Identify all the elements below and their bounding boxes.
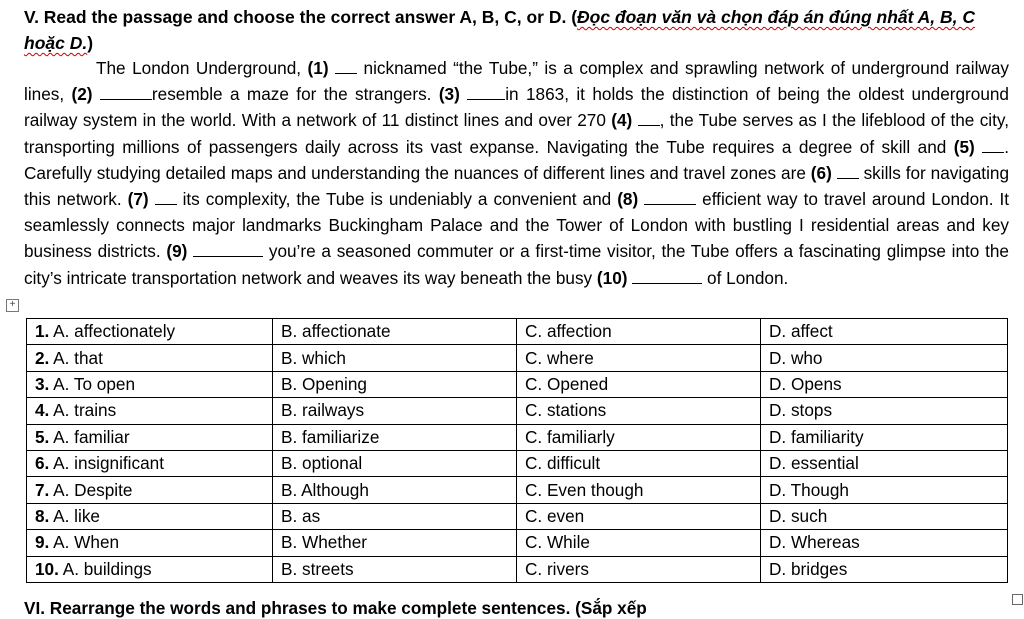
question-number: 2. [35, 347, 50, 368]
question-number: 8. [35, 505, 50, 526]
option-b-cell: B. affectionate [273, 319, 517, 345]
gap-blank-1 [335, 59, 357, 74]
option-d-cell: D. essential [761, 450, 1008, 476]
option-a-cell [27, 371, 273, 397]
gap-number-9: (9) [166, 241, 188, 262]
question-row [27, 477, 1008, 503]
option-d-cell: D. who [761, 345, 1008, 371]
option-c-cell: C. While [517, 530, 761, 556]
gap-blank-4 [638, 111, 660, 126]
gap-number-7: (7) [127, 189, 149, 210]
option-a-cell [27, 477, 273, 503]
option-a: A. To open [53, 373, 136, 394]
option-b-cell: B. railways [273, 398, 517, 424]
option-a-cell [27, 398, 273, 424]
option-c-cell: C. affection [517, 319, 761, 345]
passage-text: resemble a maze for the strangers. [151, 84, 439, 105]
question-row [27, 398, 1008, 424]
passage-paragraph [24, 55, 1009, 291]
passage-text: its complexity, the Tube is undeniably a convenient and [176, 189, 618, 210]
gap-number-1: (1) [307, 58, 329, 78]
heading-instruction: V. Read the passage and choose the correct answer A, B, C, or D. ( [24, 7, 578, 27]
question-number: 10. [35, 558, 59, 579]
question-number: 4. [35, 400, 50, 421]
question-number: 7. [35, 479, 50, 500]
passage-text: skills for navigating this network. [24, 162, 1010, 210]
gap-blank-8 [644, 190, 696, 205]
option-a: A. familiar [53, 426, 130, 447]
gap-number-2: (2) [71, 84, 93, 105]
option-a-cell [27, 424, 273, 450]
gap-number-4: (4) [611, 110, 633, 131]
option-c-cell: C. rivers [517, 556, 761, 582]
question-number: 9. [35, 532, 50, 553]
option-d-cell: D. bridges [761, 556, 1008, 582]
option-c-cell: C. Even though [517, 477, 761, 503]
option-a-cell [27, 556, 273, 582]
option-a-cell [27, 450, 273, 476]
option-d-cell: D. Though [761, 477, 1008, 503]
heading-close-paren: ) [87, 33, 94, 53]
option-a-cell [27, 319, 273, 345]
option-c-cell: C. Opened [517, 371, 761, 397]
passage-text: . Carefully studying detailed maps and understanding the nuances of different lines and travel zones are [24, 136, 1010, 183]
passage-text: in 1863, it holds the distinction of being the oldest underground railway system in the world. With a network of 11 distinct lines and over 270 [24, 84, 1009, 131]
option-d-cell: D. Whereas [761, 530, 1008, 556]
option-c-cell: C. even [517, 503, 761, 529]
option-a: A. buildings [62, 558, 152, 579]
option-b-cell: B. which [273, 345, 517, 371]
question-row [27, 530, 1008, 556]
question-number: 3. [35, 373, 50, 394]
question-number: 6. [35, 453, 50, 474]
option-d-cell: D. such [761, 503, 1008, 529]
gap-blank-10 [632, 269, 702, 284]
option-b-cell: B. Whether [273, 530, 517, 556]
question-row [27, 319, 1008, 345]
option-c-cell: C. familiarly [517, 424, 761, 450]
gap-number-6: (6) [810, 162, 832, 183]
option-b-cell: B. as [273, 503, 517, 529]
option-a-cell [27, 503, 273, 529]
option-c-cell: C. where [517, 345, 761, 371]
option-a-cell [27, 345, 273, 371]
gap-number-3: (3) [438, 84, 460, 105]
option-b-cell: B. Opening [273, 371, 517, 397]
option-a: A. like [53, 505, 100, 526]
passage-text: , the Tube serves as I the lifeblood of the city, transporting millions of passengers daily across its vast expanse. Navigating the Tube requires a degree of skill and [24, 110, 1009, 157]
option-d-cell: D. familiarity [761, 424, 1008, 450]
gap-number-10: (10) [596, 267, 628, 288]
question-row [27, 345, 1008, 371]
passage-text: you’re a seasoned commuter or a first-time visitor, the Tube offers a fascinating glimpse into the city’s intricate transportation network and weaves its way beneath the busy [24, 241, 1009, 288]
question-number: 1. [35, 321, 50, 342]
answer-options-table [26, 318, 1008, 583]
answer-options-body [27, 319, 1008, 583]
option-a: A. Despite [53, 479, 133, 500]
section-heading [24, 4, 1009, 56]
option-c-cell: C. stations [517, 398, 761, 424]
option-b-cell: B. optional [273, 450, 517, 476]
page-corner-marker [1012, 594, 1023, 605]
gap-blank-5 [982, 138, 1004, 153]
question-row [27, 450, 1008, 476]
gap-blank-2 [100, 85, 152, 100]
option-a: A. that [53, 347, 103, 368]
option-c-cell: C. difficult [517, 450, 761, 476]
option-a: A. affectionately [53, 321, 176, 342]
passage-text: nicknamed “the Tube,” is a complex and sprawling network of underground railway lines, [24, 58, 1009, 105]
question-row [27, 503, 1008, 529]
option-d-cell: D. affect [761, 319, 1008, 345]
option-b-cell: B. familiarize [273, 424, 517, 450]
passage-text: of London. [702, 267, 789, 288]
option-a: A. When [53, 532, 120, 553]
table-move-handle-icon[interactable]: + [6, 299, 19, 312]
passage-text: The London Underground, [96, 58, 308, 78]
question-row [27, 371, 1008, 397]
gap-number-8: (8) [617, 189, 639, 210]
option-b-cell: B. Although [273, 477, 517, 503]
gap-blank-6 [837, 164, 859, 179]
option-d-cell: D. stops [761, 398, 1008, 424]
question-row [27, 556, 1008, 582]
question-row [27, 424, 1008, 450]
gap-blank-9 [193, 242, 263, 257]
reading-passage [24, 55, 1009, 291]
gap-blank-7 [155, 190, 177, 205]
option-d-cell: D. Opens [761, 371, 1008, 397]
gap-blank-3 [467, 85, 505, 100]
heading-vietnamese: Đọc đoạn văn và chọn đáp án đúng nhất A, B, C hoặc D. [24, 7, 976, 53]
next-section-heading: VI. Rearrange the words and phrases to make complete sentences. (Sắp xếp [24, 598, 647, 618]
option-a-cell [27, 530, 273, 556]
option-a: A. insignificant [53, 453, 164, 474]
passage-text: efficient way to travel around London. It seamlessly connects major landmarks Buckingham Palace and the Tower of London with bustling I residential areas and key business districts. [24, 189, 1009, 262]
option-a: A. trains [53, 400, 117, 421]
gap-number-5: (5) [953, 136, 975, 157]
question-number: 5. [35, 426, 50, 447]
option-b-cell: B. streets [273, 556, 517, 582]
